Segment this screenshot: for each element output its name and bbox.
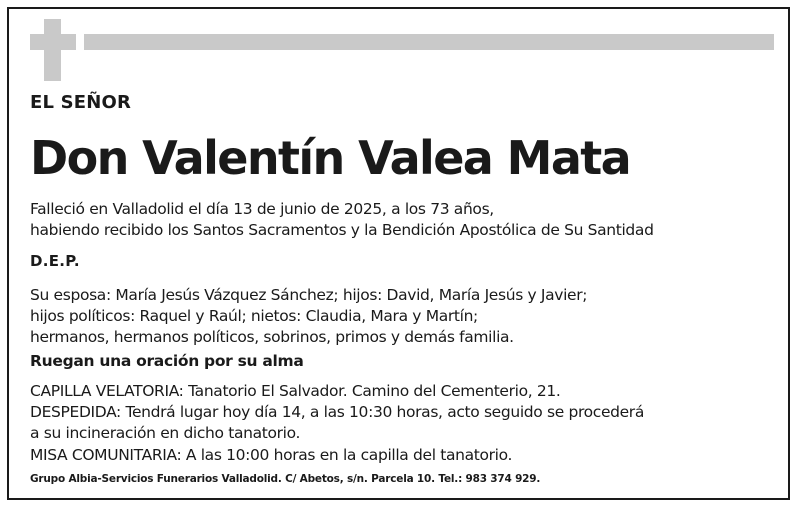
ceremony-line-3: a su incineración en dicho tanatorio. bbox=[30, 424, 301, 442]
death-line-2: habiendo recibido los Santos Sacramentos y la Bendición Apostólica de Su Santidad bbox=[30, 221, 654, 239]
prayer-request: Ruegan una oración por su alma bbox=[30, 352, 304, 370]
family-line-3: hermanos, hermanos políticos, sobrinos, primos y demás familia. bbox=[30, 328, 514, 346]
honorific: EL SEÑOR bbox=[30, 92, 132, 113]
cross-vertical-beam bbox=[44, 19, 61, 81]
cross-horizontal-beam bbox=[30, 34, 76, 50]
family-line-2: hijos políticos: Raquel y Raúl; nietos: Claudia, Mara y Martín; bbox=[30, 307, 478, 325]
death-line-1: Falleció en Valladolid el día 13 de junio de 2025, a los 73 años, bbox=[30, 200, 494, 218]
header-bar bbox=[84, 34, 774, 50]
ceremony-line-4: MISA COMUNITARIA: A las 10:00 horas en la capilla del tanatorio. bbox=[30, 446, 513, 464]
funeral-home-footer: Grupo Albia-Servicios Funerarios Valladolid. C/ Abetos, s/n. Parcela 10. Tel.: 983 374 929. bbox=[30, 473, 541, 485]
family-line-1: Su esposa: María Jesús Vázquez Sánchez; hijos: David, María Jesús y Javier; bbox=[30, 286, 588, 304]
dep-label: D.E.P. bbox=[30, 252, 80, 270]
deceased-name: Don Valentín Valea Mata bbox=[30, 131, 631, 185]
ceremony-line-2: DESPEDIDA: Tendrá lugar hoy día 14, a las 10:30 horas, acto seguido se procederá bbox=[30, 403, 644, 421]
ceremony-line-1: CAPILLA VELATORIA: Tanatorio El Salvador. Camino del Cementerio, 21. bbox=[30, 382, 561, 400]
